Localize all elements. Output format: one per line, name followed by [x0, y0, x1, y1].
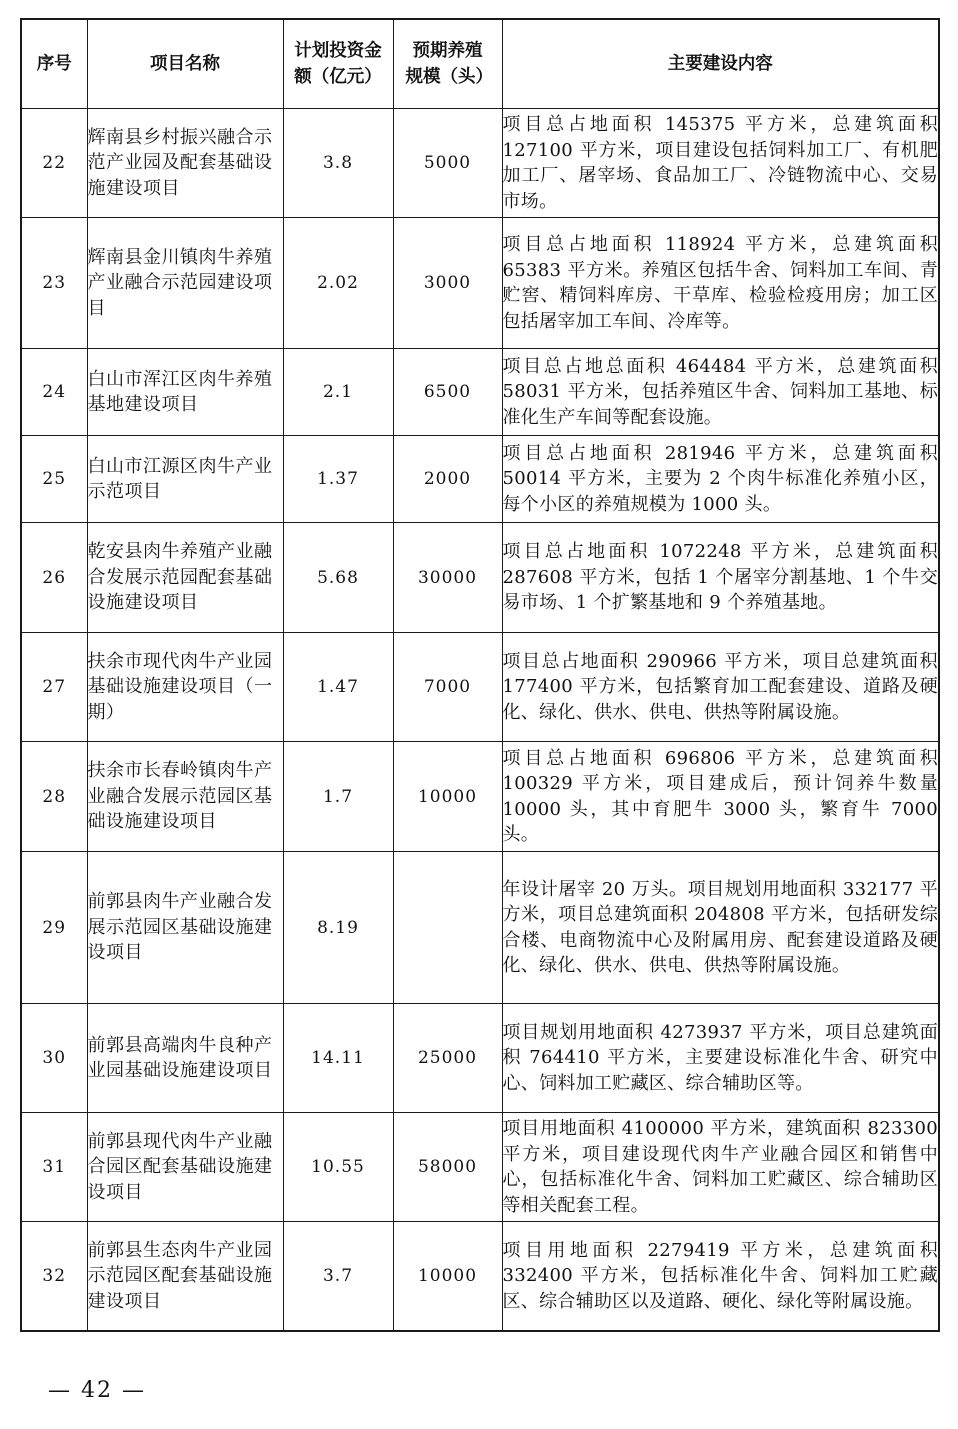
table-row [21, 852, 939, 1004]
cell-no: 32 [21, 1222, 87, 1331]
table-row [21, 218, 939, 349]
table-row [21, 523, 939, 633]
cell-name: 白山市江源区肉牛产业示范项目 [87, 436, 283, 523]
cell-content: 年设计屠宰 20 万头。项目规划用地面积 332177 平方米，项目总建筑面积 204808 平方米，包括研发综合楼、电商物流中心及附属用房、配套建设道路及硬化、绿化、供水、供电、供热等附属设施。 [502, 852, 939, 1004]
cell-content: 项目总占地面积 696806 平方米，总建筑面积 100329 平方米，项目建成后，预计饲养牛数量 10000 头，其中育肥牛 3000 头，繁育牛 7000 头。 [502, 742, 939, 852]
cell-no: 26 [21, 523, 87, 633]
header-investment: 计划投资金额（亿元） [283, 19, 393, 109]
header-no: 序号 [21, 19, 87, 109]
cell-name: 白山市浑江区肉牛养殖基地建设项目 [87, 349, 283, 436]
table-row [21, 742, 939, 852]
cell-scale: 2000 [393, 436, 502, 523]
cell-name: 扶余市现代肉牛产业园基础设施建设项目（一期） [87, 633, 283, 742]
table-row [21, 109, 939, 218]
cell-content: 项目总占地面积 118924 平方米，总建筑面积 65383 平方米。养殖区包括牛舍、饲料加工车间、青贮窖、精饲料库房、干草库、检验检疫用房；加工区包括屠宰加工车间、冷库等。 [502, 218, 939, 349]
cell-scale: 58000 [393, 1113, 502, 1222]
cell-content: 项目用地面积 2279419 平方米，总建筑面积 332400 平方米，包括标准化牛舍、饲料加工贮藏区、综合辅助区以及道路、硬化、绿化等附属设施。 [502, 1222, 939, 1331]
cell-scale: 30000 [393, 523, 502, 633]
cell-name: 扶余市长春岭镇肉牛产业融合发展示范园区基础设施建设项目 [87, 742, 283, 852]
table-header-row [21, 19, 939, 109]
header-name: 项目名称 [87, 19, 283, 109]
cell-content: 项目总占地面积 1072248 平方米，总建筑面积 287608 平方米，包括 1 个屠宰分割基地、1 个牛交易市场、1 个扩繁基地和 9 个养殖基地。 [502, 523, 939, 633]
table-row [21, 1222, 939, 1331]
table-row [21, 633, 939, 742]
cell-name: 前郭县肉牛产业融合发展示范园区基础设施建设项目 [87, 852, 283, 1004]
table-row [21, 1004, 939, 1113]
cell-scale: 7000 [393, 633, 502, 742]
cell-scale: 6500 [393, 349, 502, 436]
page-number: — 42 — [48, 1378, 146, 1403]
cell-no: 25 [21, 436, 87, 523]
cell-no: 22 [21, 109, 87, 218]
cell-investment: 1.47 [283, 633, 393, 742]
cell-scale: 10000 [393, 1222, 502, 1331]
cell-investment: 1.37 [283, 436, 393, 523]
cell-content: 项目用地面积 4100000 平方米，建筑面积 823300 平方米，项目建设现代肉牛产业融合园区和销售中心，包括标准化牛舍、饲料加工贮藏区、综合辅助区等相关配套工程。 [502, 1113, 939, 1222]
cell-investment: 2.1 [283, 349, 393, 436]
cell-scale: 3000 [393, 218, 502, 349]
header-scale: 预期养殖规模（头） [393, 19, 502, 109]
cell-content: 项目总占地面积 290966 平方米，项目总建筑面积 177400 平方米，包括繁育加工配套建设、道路及硬化、绿化、供水、供电、供热等附属设施。 [502, 633, 939, 742]
cell-no: 29 [21, 852, 87, 1004]
cell-content: 项目规划用地面积 4273937 平方米，项目总建筑面积 764410 平方米，主要建设标准化牛舍、研究中心、饲料加工贮藏区、综合辅助区等。 [502, 1004, 939, 1113]
cell-no: 27 [21, 633, 87, 742]
cell-no: 31 [21, 1113, 87, 1222]
cell-no: 30 [21, 1004, 87, 1113]
table-row [21, 349, 939, 436]
cell-content: 项目总占地面积 145375 平方米，总建筑面积 127100 平方米，项目建设包括饲料加工厂、有机肥加工厂、屠宰场、食品加工厂、冷链物流中心、交易市场。 [502, 109, 939, 218]
cell-investment: 1.7 [283, 742, 393, 852]
cell-no: 28 [21, 742, 87, 852]
cell-content: 项目总占地总面积 464484 平方米，总建筑面积 58031 平方米，包括养殖区牛舍、饲料加工基地、标准化生产车间等配套设施。 [502, 349, 939, 436]
cell-investment: 3.8 [283, 109, 393, 218]
cell-scale [393, 852, 502, 1004]
cell-scale: 25000 [393, 1004, 502, 1113]
cell-name: 前郭县生态肉牛产业园示范园区配套基础设施建设项目 [87, 1222, 283, 1331]
cell-investment: 5.68 [283, 523, 393, 633]
cell-investment: 2.02 [283, 218, 393, 349]
cell-scale: 10000 [393, 742, 502, 852]
header-content: 主要建设内容 [502, 19, 939, 109]
projects-table [20, 18, 940, 1332]
cell-name: 前郭县高端肉牛良种产业园基础设施建设项目 [87, 1004, 283, 1113]
cell-no: 24 [21, 349, 87, 436]
cell-name: 前郭县现代肉牛产业融合园区配套基础设施建设项目 [87, 1113, 283, 1222]
cell-name: 乾安县肉牛养殖产业融合发展示范园配套基础设施建设项目 [87, 523, 283, 633]
table-row [21, 436, 939, 523]
cell-investment: 14.11 [283, 1004, 393, 1113]
cell-content: 项目总占地面积 281946 平方米，总建筑面积 50014 平方米，主要为 2 个肉牛标准化养殖小区，每个小区的养殖规模为 1000 头。 [502, 436, 939, 523]
cell-name: 辉南县乡村振兴融合示范产业园及配套基础设施建设项目 [87, 109, 283, 218]
cell-investment: 8.19 [283, 852, 393, 1004]
cell-investment: 10.55 [283, 1113, 393, 1222]
cell-investment: 3.7 [283, 1222, 393, 1331]
cell-no: 23 [21, 218, 87, 349]
table-row [21, 1113, 939, 1222]
cell-name: 辉南县金川镇肉牛养殖产业融合示范园建设项目 [87, 218, 283, 349]
cell-scale: 5000 [393, 109, 502, 218]
